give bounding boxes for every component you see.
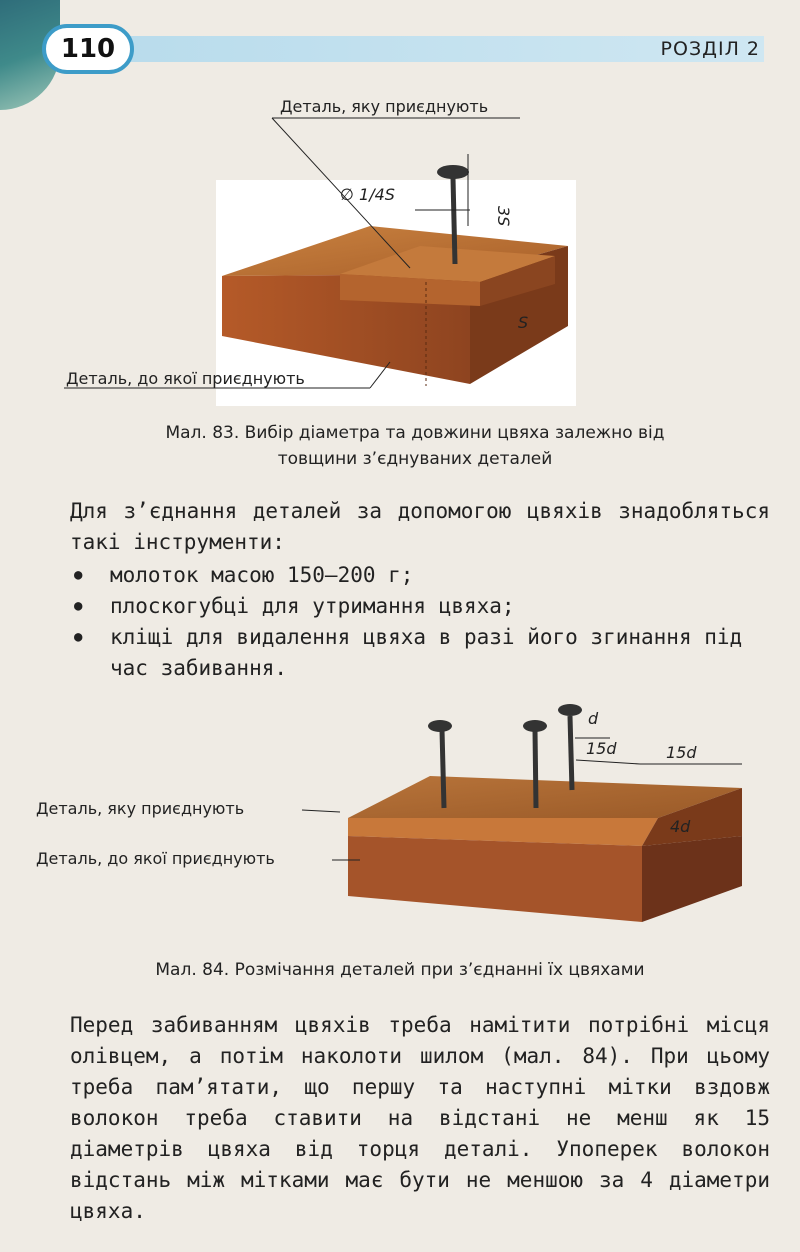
nail-1 — [442, 730, 444, 808]
fig84-dim-4d: 4d — [670, 817, 691, 836]
fig84-dim-15d-b: 15d — [666, 743, 697, 762]
paragraph-marking: Перед забиванням цвяхів треба намітити потрібні місця олівцем, а потім наколоти шилом (мал. 84). При цьому треба пам’ятати, що першу та наступні мітки вздовж волокон треба ставити на відстані не менш як 15 діаметрів цвяха від торця деталі. Упоперек волокон відстань між мітками має бути не меншою за 4 діаметри цвяха. — [70, 1013, 770, 1223]
list-item: ● кліщі для видалення цвяха в разі його згинання під час забивання. — [70, 622, 770, 684]
paragraph-tools-intro: Для з’єднання деталей за допомогою цвяхів знадобляться такі інструменти: — [70, 499, 770, 554]
figure-84 — [30, 700, 770, 930]
fig83-dim-diameter: ∅ 1/4S — [340, 185, 395, 204]
fig84-dim-d: d — [588, 709, 599, 728]
nail-3 — [570, 716, 572, 790]
list-item: ● молоток масою 150—200 г; — [70, 560, 770, 591]
fig84-dim-15d-a: 15d — [586, 739, 617, 758]
figure-84-caption: Мал. 84. Розмічання деталей при з’єднанні їх цвяхами — [155, 960, 645, 980]
figure-83 — [50, 96, 610, 406]
fig83-dim-length: 3S — [494, 206, 513, 227]
list-item: ● плоскогубці для утримання цвяха; — [70, 591, 770, 622]
nail-head — [437, 165, 469, 179]
bottom-board-side — [642, 836, 742, 922]
section-label: РОЗДІЛ 2 — [660, 38, 760, 60]
bottom-board-front — [348, 836, 642, 922]
fig84-label-top: Деталь, яку приєднують — [36, 799, 245, 818]
fig83-label-bottom: Деталь, до якої приєднують — [66, 369, 305, 388]
fig84-label-bottom: Деталь, до якої приєднують — [36, 849, 275, 868]
fig83-label-top: Деталь, яку приєднують — [280, 97, 489, 116]
page-number: 110 — [42, 24, 134, 74]
fig83-dim-thickness: S — [518, 313, 529, 332]
nail-shank — [453, 178, 455, 264]
figure-83-caption: Мал. 83. Вибір діаметра та довжини цвяха залежно від товщини з’єднуваних деталей — [165, 423, 665, 469]
tools-list — [70, 560, 770, 684]
nail-2 — [535, 730, 536, 808]
